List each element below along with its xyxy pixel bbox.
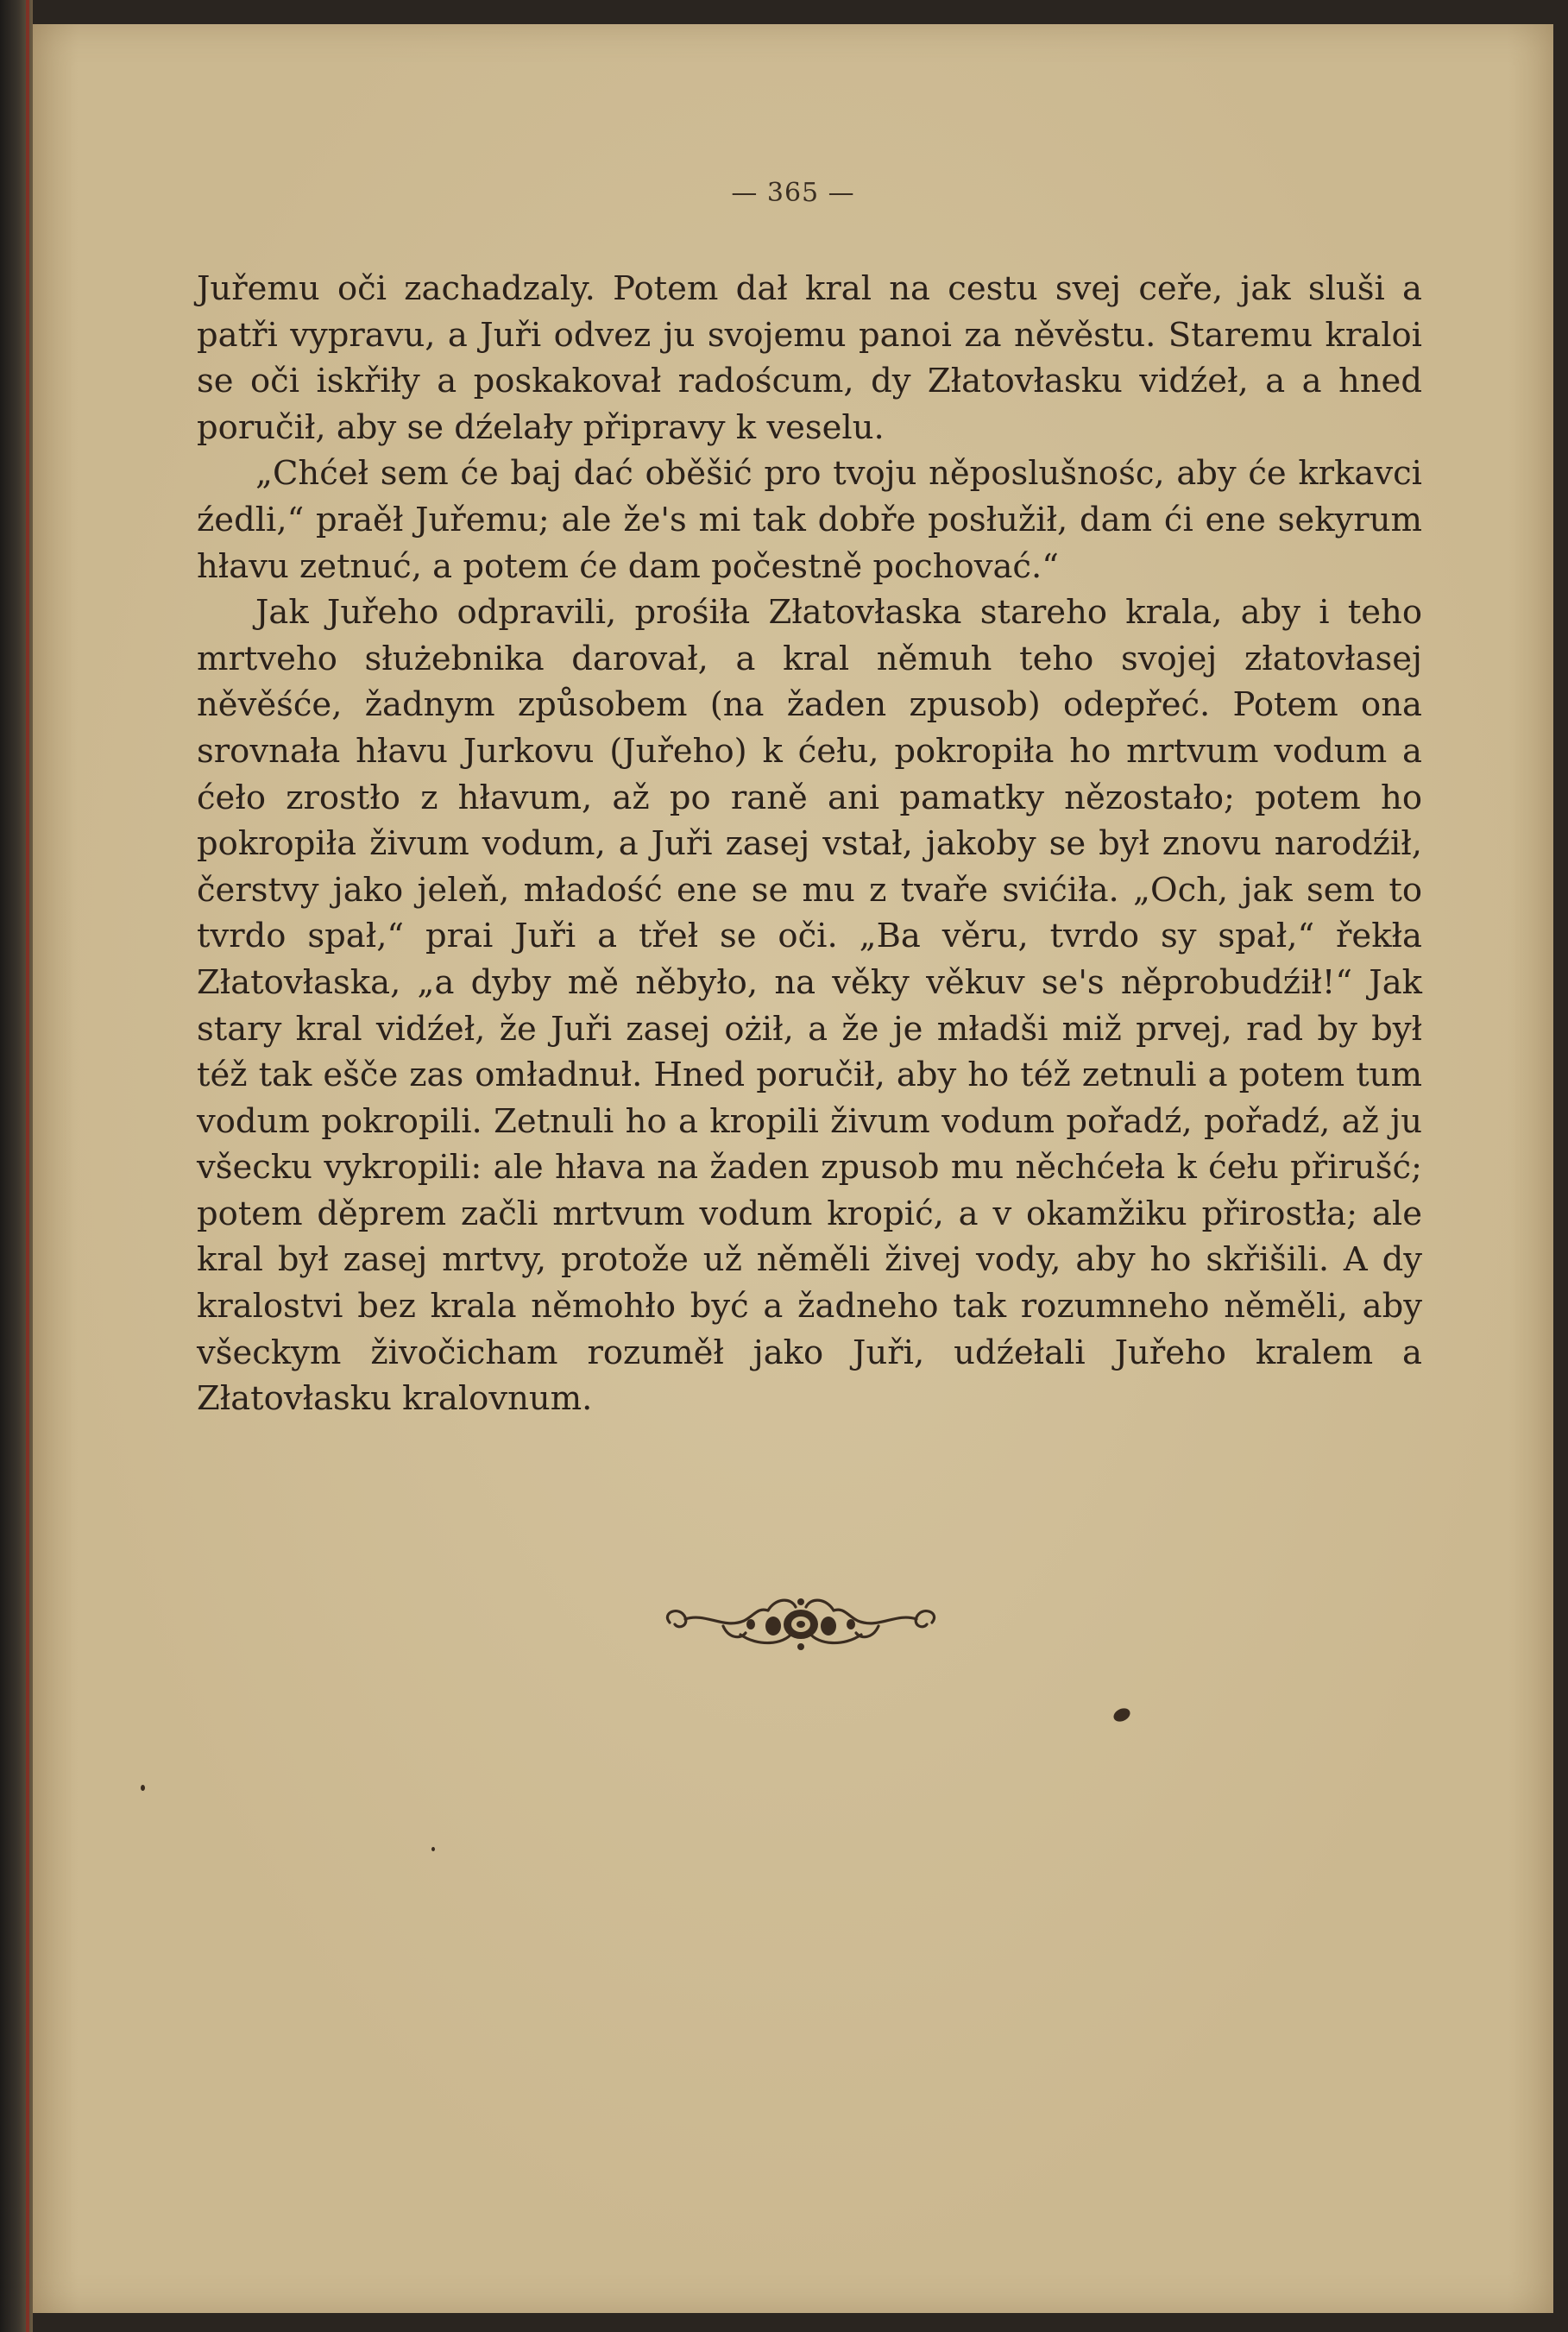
ink-speck <box>1111 1705 1132 1724</box>
ink-speck <box>431 1847 435 1851</box>
paragraph-3: Jak Juřeho odpravili, prośiła Złatovłaska stareho krala, aby i teho mrtveho służebnika darovał, a kral němuh teho svojej złatovłasej něvěśće, žadnym způsobem (na žaden zpusob) odepřeć. Potem ona srovnała hłavu Jurkovu (Juřeho) k ćełu, pokropiła ho mrtvum vodum a ćeło zrostło z hłavum, až po raně ani pamatky nězostało; potem ho pokropiła živum vodum, a Juři zasej vstał, jakoby se był znovu narodźił, čerstvy jako jeleň, mładość ene se mu z tvaře svićiła. „Och, jak sem to tvrdo spał,“ prai Juři a třeł se oči. „Ba věru, tvrdo sy spał,“ řekła Złatovłaska, „a dyby mě něbyło, na věky věkuv se's něprobudźił!“ Jak stary kral vidźeł, že Juři zasej ożił, a že je mładši miž prvej, rad by był též tak ešče zas omładnuł. Hned poručił, aby ho též zetnuli a potem tum vodum pokropili. Zetnuli ho a kropili živum vodum pořadź, pořadź, až ju všecku vykropili: ale hłava na žaden zpusob mu něchćeła k ćełu přirušć; potem děprem začli mrtvum vodum kropić, a v okamžiku přirostła; ale kral był zasej mrtvy, protože už něměli živej vody, aby ho skřišili. A dy kralostvi bez krala němohło być a žadneho tak rozumneho něměli, aby všeckym živočicham rozuměł jako Juři, udźełali Juřeho kralem a Złatovłasku kralovnum. <box>197 593 1422 1419</box>
paragraph-2: „Chćeł sem će baj dać oběšić pro tvoju něposlušnośc, aby će krkavci źedli,“ praěł Juřemu; ale že's mi tak dobře posłužił, dam ći ene sekyrum hłavu zetnuć, a potem će dam počestně pochovać.“ <box>197 454 1422 586</box>
page-number: — 365 — <box>731 178 855 208</box>
book-page <box>33 24 1553 2313</box>
paragraph-1: Juřemu oči zachadzaly. Potem dał kral na cestu svej ceře, jak sluši a patři vypravu, a Juři odvez ju svojemu panoi za něvěstu. Staremu kraloi se oči iskřiły a poskakovał radoścum, dy Złatovłasku vidźeł, a a hned poručił, aby se dźelały připravy k veselu. <box>197 269 1422 447</box>
scroll-ornament-icon <box>654 1586 948 1655</box>
ink-speck <box>141 1785 145 1791</box>
spine-edge-line <box>26 0 29 2332</box>
body-text <box>197 266 1422 1422</box>
